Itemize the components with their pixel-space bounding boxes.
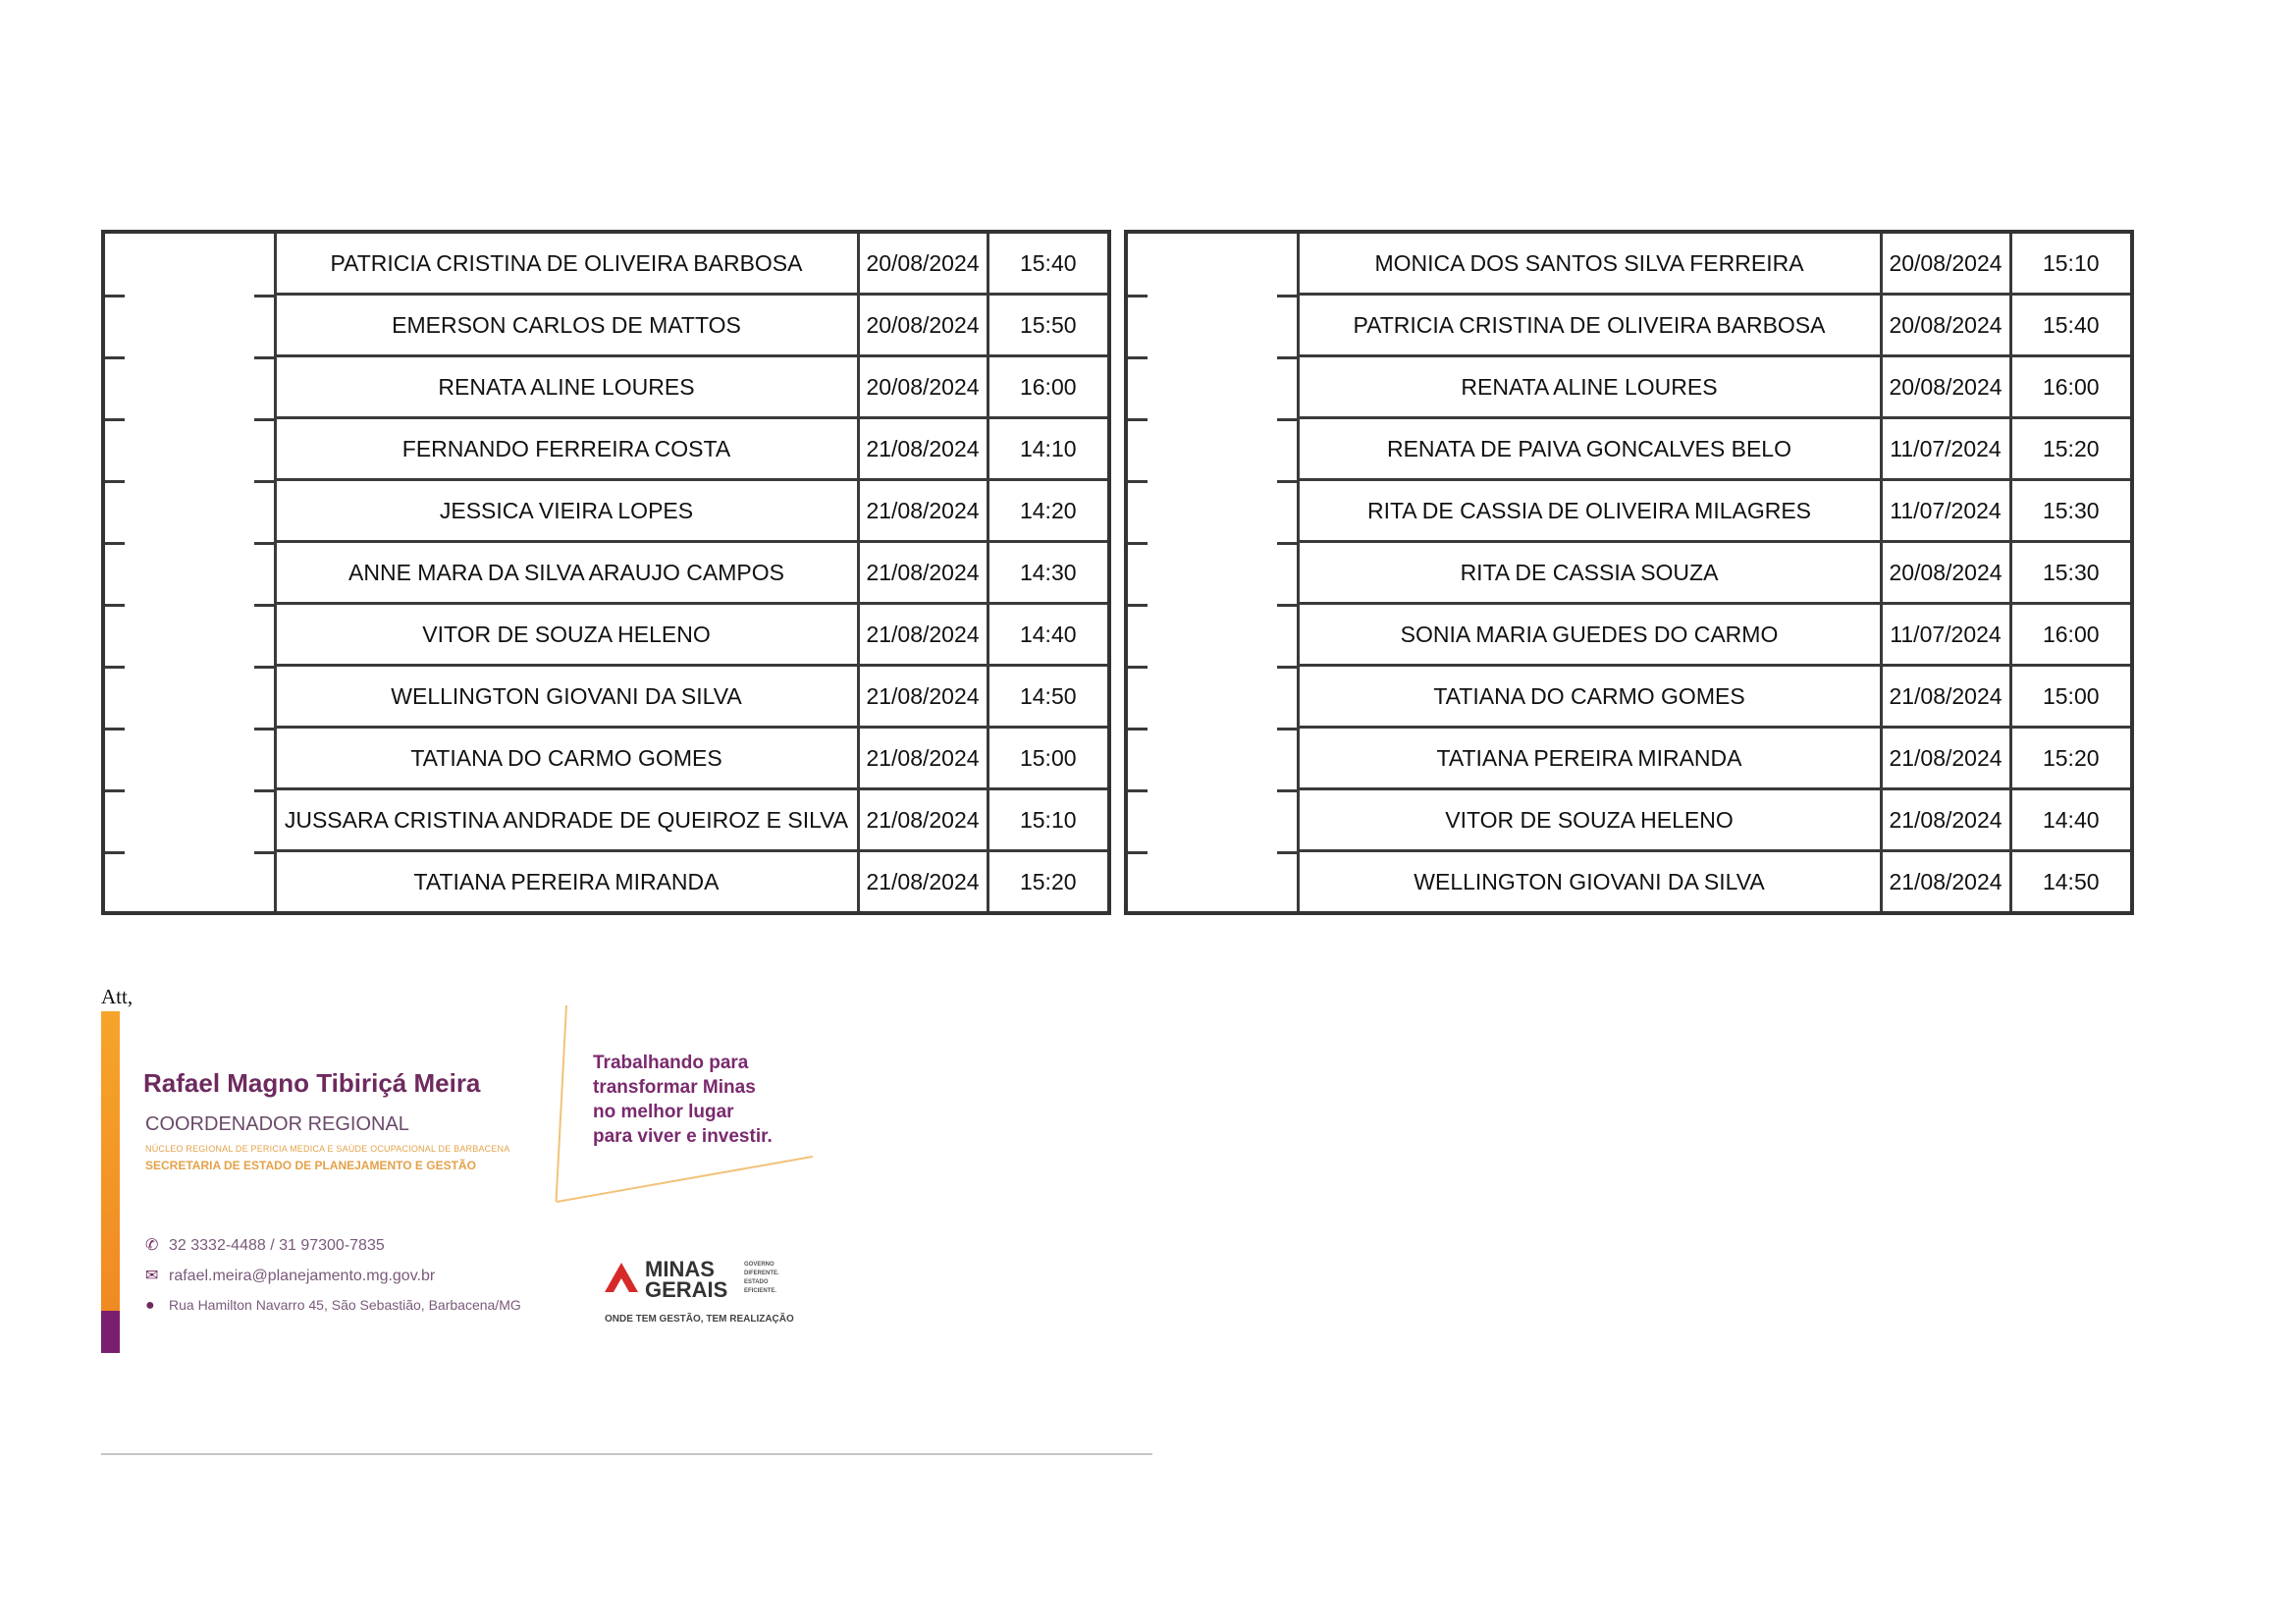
time-cell: 15:40: [2010, 295, 2132, 356]
signature-purple-bar: [101, 1311, 120, 1353]
name-cell: WELLINGTON GIOVANI DA SILVA: [1298, 851, 1881, 914]
name-cell: TATIANA PEREIRA MIRANDA: [1298, 728, 1881, 789]
table-row: [103, 295, 1109, 356]
blank-cell: [103, 480, 275, 542]
table-row: [103, 480, 1109, 542]
logo-side-text: GOVERNO DIFERENTE. ESTADO EFICIENTE.: [744, 1262, 779, 1294]
signature-name: Rafael Magno Tibiriçá Meira: [143, 1068, 481, 1098]
slogan-divider-vertical: [556, 1005, 567, 1202]
table-row: [1126, 418, 2132, 480]
table-row: [1126, 542, 2132, 604]
name-cell: JESSICA VIEIRA LOPES: [275, 480, 858, 542]
footer-rule: [101, 1453, 1152, 1455]
name-cell: WELLINGTON GIOVANI DA SILVA: [275, 666, 858, 728]
table-row: [103, 666, 1109, 728]
blank-cell: [1126, 480, 1298, 542]
name-cell: FERNANDO FERREIRA COSTA: [275, 418, 858, 480]
blank-cell: [1126, 604, 1298, 666]
slogan-line: no melhor lugar: [593, 1102, 734, 1122]
date-cell: 21/08/2024: [1881, 666, 2010, 728]
date-cell: 21/08/2024: [858, 666, 988, 728]
slogan-line: Trabalhando para: [593, 1053, 749, 1073]
schedule-table-left: [101, 230, 1111, 915]
blank-cell: [1126, 295, 1298, 356]
name-cell: VITOR DE SOUZA HELENO: [1298, 789, 1881, 851]
schedule-table-left-body: [103, 232, 1109, 913]
name-cell: EMERSON CARLOS DE MATTOS: [275, 295, 858, 356]
table-row: [1126, 356, 2132, 418]
date-cell: 20/08/2024: [858, 232, 988, 295]
date-cell: 21/08/2024: [858, 851, 988, 914]
table-row: [103, 356, 1109, 418]
time-cell: 14:10: [988, 418, 1109, 480]
date-cell: 21/08/2024: [858, 480, 988, 542]
blank-cell: [103, 418, 275, 480]
blank-cell: [103, 666, 275, 728]
table-row: [1126, 851, 2132, 914]
date-cell: 20/08/2024: [1881, 542, 2010, 604]
slogan-line: transformar Minas: [593, 1077, 756, 1098]
name-cell: MONICA DOS SANTOS SILVA FERREIRA: [1298, 232, 1881, 295]
date-cell: 20/08/2024: [1881, 356, 2010, 418]
table-row: [1126, 604, 2132, 666]
name-cell: TATIANA DO CARMO GOMES: [275, 728, 858, 789]
date-cell: 11/07/2024: [1881, 418, 2010, 480]
name-cell: TATIANA PEREIRA MIRANDA: [275, 851, 858, 914]
time-cell: 15:00: [988, 728, 1109, 789]
logo-wordmark: MINAS GERAIS: [645, 1257, 728, 1302]
table-row: [103, 418, 1109, 480]
blank-cell: [103, 851, 275, 914]
name-cell: VITOR DE SOUZA HELENO: [275, 604, 858, 666]
time-cell: 16:00: [988, 356, 1109, 418]
closing-text: Att,: [101, 985, 133, 1008]
table-row: [103, 789, 1109, 851]
time-cell: 14:40: [988, 604, 1109, 666]
time-cell: 15:30: [2010, 480, 2132, 542]
signature-phone-row: [145, 1235, 385, 1255]
name-cell: RENATA ALINE LOURES: [1298, 356, 1881, 418]
schedule-table-right-body: [1126, 232, 2132, 913]
signature-address: Rua Hamilton Navarro 45, São Sebastião, Barbacena/MG: [169, 1297, 521, 1313]
blank-cell: [1126, 851, 1298, 914]
blank-cell: [103, 356, 275, 418]
date-cell: 21/08/2024: [1881, 728, 2010, 789]
table-row: [103, 542, 1109, 604]
signature-role: COORDENADOR REGIONAL: [145, 1113, 409, 1135]
blank-cell: [1126, 542, 1298, 604]
blank-cell: [103, 232, 275, 295]
signature-email-row: [145, 1266, 435, 1285]
time-cell: 15:20: [2010, 728, 2132, 789]
signature-orange-bar: [101, 1011, 120, 1311]
date-cell: 21/08/2024: [858, 542, 988, 604]
slogan-line: para viver e investir.: [593, 1126, 773, 1147]
blank-cell: [1126, 728, 1298, 789]
table-row: [1126, 295, 2132, 356]
time-cell: 15:10: [988, 789, 1109, 851]
date-cell: 20/08/2024: [1881, 232, 2010, 295]
table-row: [1126, 666, 2132, 728]
date-cell: 20/08/2024: [858, 356, 988, 418]
name-cell: RENATA ALINE LOURES: [275, 356, 858, 418]
date-cell: 21/08/2024: [1881, 851, 2010, 914]
blank-cell: [103, 789, 275, 851]
time-cell: 14:20: [988, 480, 1109, 542]
name-cell: TATIANA DO CARMO GOMES: [1298, 666, 1881, 728]
slogan: [593, 1051, 819, 1149]
date-cell: 21/08/2024: [858, 604, 988, 666]
signature-phone: 32 3332-4488 / 31 97300-7835: [169, 1237, 385, 1254]
time-cell: 16:00: [2010, 356, 2132, 418]
table-row: [1126, 232, 2132, 295]
logo-tagline: ONDE TEM GESTÃO, TEM REALIZAÇÃO: [605, 1314, 794, 1325]
time-cell: 15:40: [988, 232, 1109, 295]
time-cell: 16:00: [2010, 604, 2132, 666]
time-cell: 14:40: [2010, 789, 2132, 851]
table-row: [103, 232, 1109, 295]
table-row: [103, 604, 1109, 666]
blank-cell: [1126, 418, 1298, 480]
date-cell: 20/08/2024: [858, 295, 988, 356]
time-cell: 15:20: [2010, 418, 2132, 480]
signature-nucleo: NÚCLEO REGIONAL DE PERICIA MEDICA E SAÚDE OCUPACIONAL DE BARBACENA: [145, 1144, 510, 1154]
time-cell: 14:50: [988, 666, 1109, 728]
date-cell: 21/08/2024: [1881, 789, 2010, 851]
envelope-icon: ✉: [145, 1268, 159, 1284]
time-cell: 15:50: [988, 295, 1109, 356]
name-cell: PATRICIA CRISTINA DE OLIVEIRA BARBOSA: [275, 232, 858, 295]
time-cell: 15:30: [2010, 542, 2132, 604]
time-cell: 15:10: [2010, 232, 2132, 295]
blank-cell: [1126, 789, 1298, 851]
name-cell: ANNE MARA DA SILVA ARAUJO CAMPOS: [275, 542, 858, 604]
schedule-table-right: [1124, 230, 2134, 915]
name-cell: RENATA DE PAIVA GONCALVES BELO: [1298, 418, 1881, 480]
table-row: [1126, 728, 2132, 789]
blank-cell: [1126, 232, 1298, 295]
name-cell: RITA DE CASSIA DE OLIVEIRA MILAGRES: [1298, 480, 1881, 542]
time-cell: 15:20: [988, 851, 1109, 914]
location-pin-icon: ●: [145, 1297, 155, 1314]
blank-cell: [103, 728, 275, 789]
date-cell: 21/08/2024: [858, 418, 988, 480]
blank-cell: [1126, 356, 1298, 418]
signature-address-row: [145, 1297, 521, 1315]
blank-cell: [1126, 666, 1298, 728]
blank-cell: [103, 295, 275, 356]
phone-icon: ✆: [145, 1237, 159, 1254]
table-row: [103, 728, 1109, 789]
date-cell: 11/07/2024: [1881, 604, 2010, 666]
time-cell: 14:50: [2010, 851, 2132, 914]
table-row: [1126, 789, 2132, 851]
signature-email[interactable]: rafael.meira@planejamento.mg.gov.br: [169, 1268, 436, 1284]
signature-secretaria: SECRETARIA DE ESTADO DE PLANEJAMENTO E GESTÃO: [145, 1159, 476, 1172]
table-row: [1126, 480, 2132, 542]
name-cell: JUSSARA CRISTINA ANDRADE DE QUEIROZ E SILVA: [275, 789, 858, 851]
time-cell: 15:00: [2010, 666, 2132, 728]
blank-cell: [103, 542, 275, 604]
blank-cell: [103, 604, 275, 666]
name-cell: SONIA MARIA GUEDES DO CARMO: [1298, 604, 1881, 666]
date-cell: 11/07/2024: [1881, 480, 2010, 542]
date-cell: 21/08/2024: [858, 789, 988, 851]
date-cell: 21/08/2024: [858, 728, 988, 789]
slogan-divider-diagonal: [557, 1156, 813, 1203]
time-cell: 14:30: [988, 542, 1109, 604]
table-row: [103, 851, 1109, 914]
name-cell: RITA DE CASSIA SOUZA: [1298, 542, 1881, 604]
name-cell: PATRICIA CRISTINA DE OLIVEIRA BARBOSA: [1298, 295, 1881, 356]
date-cell: 20/08/2024: [1881, 295, 2010, 356]
